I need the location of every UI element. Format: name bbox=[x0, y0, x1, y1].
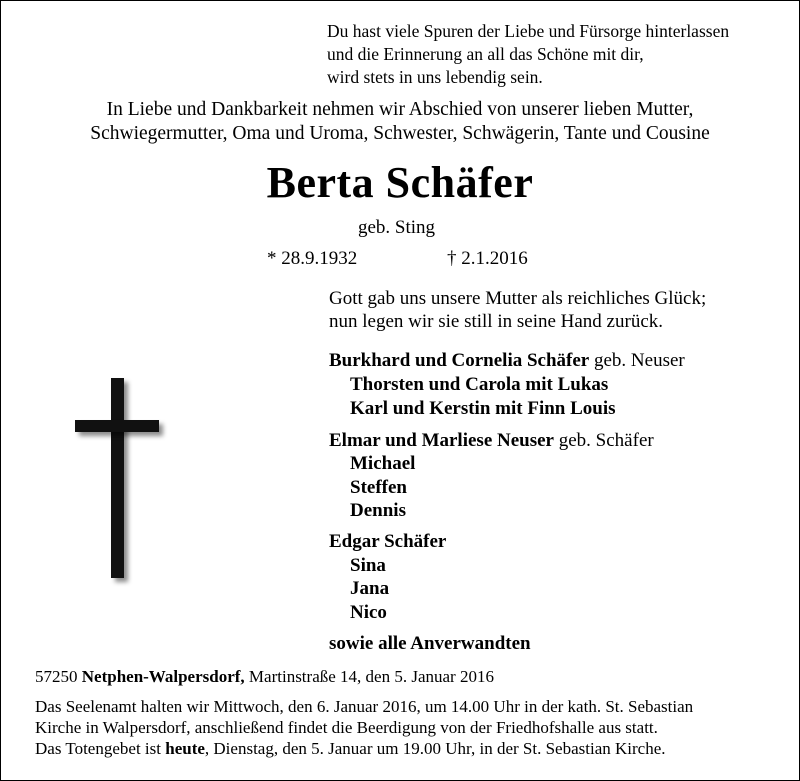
family-member: Steffen bbox=[350, 477, 407, 498]
quote-line-2: nun legen wir sie still in seine Hand zurück. bbox=[329, 311, 664, 332]
maiden-name: geb. Sting bbox=[358, 217, 436, 238]
cross-icon bbox=[70, 378, 175, 584]
poem-line-1: Du hast viele Spuren der Liebe und Fürsorge hinterlassen bbox=[327, 21, 730, 41]
notice-line-3-pre: Das Totengebet ist bbox=[35, 739, 161, 758]
deceased-name: Berta Schäfer bbox=[266, 158, 534, 207]
family-head-name: Edgar Schäfer bbox=[329, 531, 447, 552]
address-rest: Martinstraße 14, den 5. Januar 2016 bbox=[248, 667, 494, 686]
notice-line-3-bold: heute bbox=[165, 739, 205, 758]
family-head bbox=[329, 429, 654, 453]
address-place: Netphen-Walpersdorf, bbox=[81, 667, 245, 686]
address-zip: 57250 bbox=[35, 667, 78, 686]
notice-line-3 bbox=[35, 739, 666, 759]
poem-line-2: und die Erinnerung an all das Schöne mit dir, bbox=[327, 44, 644, 64]
notice-line-3-post: , Dienstag, den 5. Januar um 19.00 Uhr, in der St. Sebastian Kirche. bbox=[204, 739, 666, 758]
relatives-line: sowie alle Anverwandten bbox=[329, 633, 531, 654]
family-member: Nico bbox=[350, 602, 387, 623]
family-head-suffix: geb. Schäfer bbox=[554, 430, 654, 451]
intro-line-1: In Liebe und Dankbarkeit nehmen wir Abschied von unserer lieben Mutter, bbox=[106, 99, 694, 120]
family-head bbox=[329, 530, 446, 554]
death-date: † 2.1.2016 bbox=[447, 248, 528, 269]
family-member: Karl und Kerstin mit Finn Louis bbox=[350, 398, 616, 419]
family-member: Michael bbox=[350, 453, 416, 474]
notice-line-1: Das Seelenamt halten wir Mittwoch, den 6. Januar 2016, um 14.00 Uhr in der kath. St. Sebastian bbox=[35, 697, 694, 716]
family-head-suffix: geb. Neuser bbox=[589, 350, 685, 371]
birth-date: * 28.9.1932 bbox=[267, 248, 358, 269]
address-line bbox=[35, 667, 494, 687]
quote-line-1: Gott gab uns unsere Mutter als reichliches Glück; bbox=[329, 288, 707, 309]
family-member: Sina bbox=[350, 555, 386, 576]
family-member: Thorsten und Carola mit Lukas bbox=[350, 374, 609, 395]
family-member: Dennis bbox=[350, 500, 406, 521]
notice-line-2: Kirche in Walpersdorf, anschließend findet die Beerdigung von der Friedhofshalle aus statt. bbox=[35, 718, 658, 737]
family-head-name: Elmar und Marliese Neuser bbox=[329, 430, 554, 451]
poem-line-3: wird stets in uns lebendig sein. bbox=[327, 67, 543, 87]
family-member: Jana bbox=[350, 578, 390, 599]
family-head bbox=[329, 349, 685, 373]
intro-line-2: Schwiegermutter, Oma und Uroma, Schwester, Schwägerin, Tante und Cousine bbox=[90, 123, 710, 144]
family-head-name: Burkhard und Cornelia Schäfer bbox=[329, 350, 590, 371]
